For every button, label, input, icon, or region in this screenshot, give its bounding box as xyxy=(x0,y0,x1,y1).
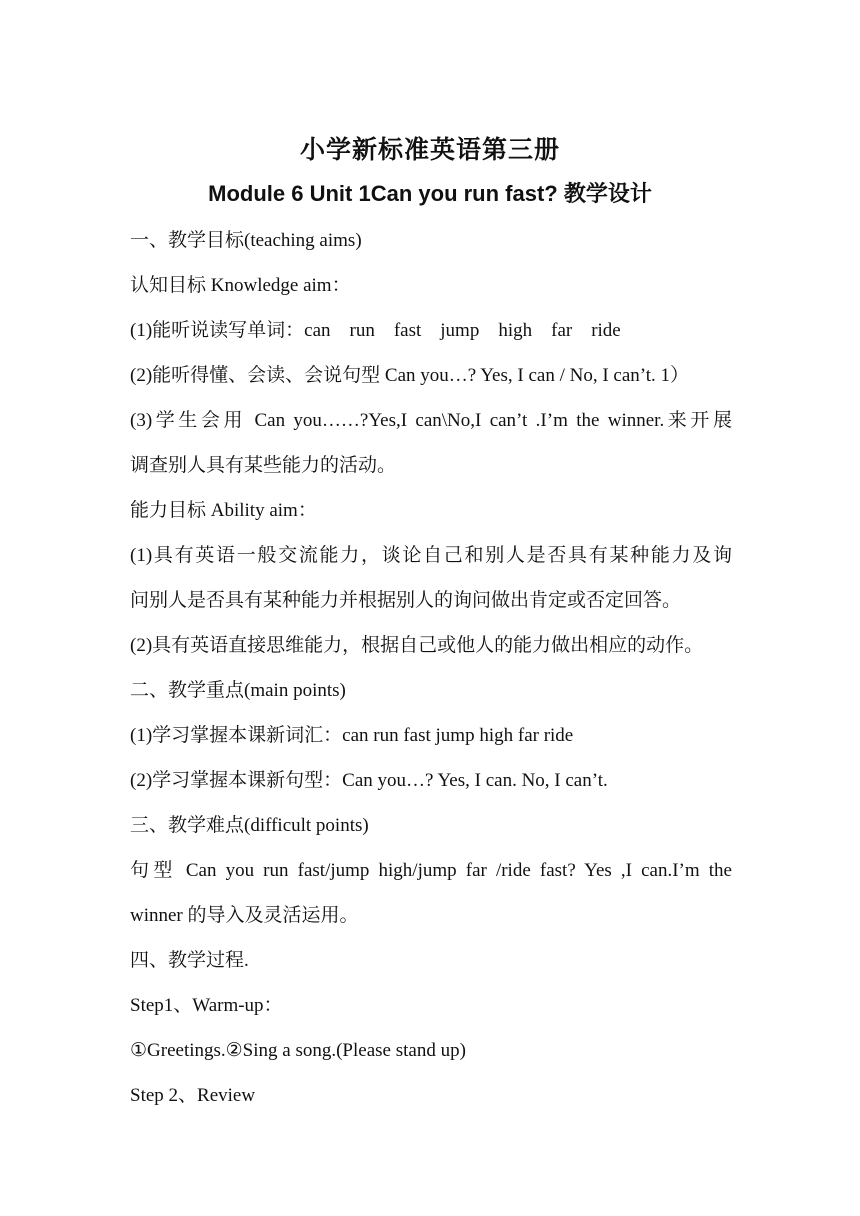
step-2-heading: Step 2、Review xyxy=(130,1085,256,1106)
knowledge-aim-item-1: (1)能听说读写单词：can run fast jump high far ride xyxy=(130,320,621,341)
step-1-heading: Step1、Warm-up： xyxy=(130,995,283,1016)
section-heading-aims: 一、教学目标(teaching aims) xyxy=(130,230,362,251)
knowledge-aim-heading: 认知目标 Knowledge aim： xyxy=(130,275,351,296)
step-1-content: ①Greetings.②Sing a song.(Please stand up) xyxy=(130,1040,466,1061)
ability-aim-item-2: (2)具有英语直接思维能力，根据自己或他人的能力做出相应的动作。 xyxy=(130,635,704,656)
main-point-item-1: (1)学习掌握本课新词汇：can run fast jump high far ride xyxy=(130,725,574,746)
ability-aim-heading: 能力目标 Ability aim： xyxy=(130,500,317,521)
section-heading-main-points: 二、教学重点(main points) xyxy=(130,680,346,701)
knowledge-aim-item-3: (3)学生会用 Can you……?Yes,I can\No,I can’t .I’m the winner.来开展 xyxy=(130,410,732,431)
knowledge-aim-item-2: (2)能听得懂、会读、会说句型 Can you…? Yes, I can / No, I can’t. 1） xyxy=(130,365,690,386)
section-heading-difficult-points: 三、教学难点(difficult points) xyxy=(130,815,369,836)
ability-aim-item-1: (1)具有英语一般交流能力，谈论自己和别人是否具有某种能力及询 xyxy=(130,545,732,566)
ability-aim-item-1-cont: 问别人是否具有某种能力并根据别人的询问做出肯定或否定回答。 xyxy=(130,590,682,611)
difficult-point-item: 句型 Can you run fast/jump high/jump far /ride fast? Yes ,I can.I’m the xyxy=(130,860,732,881)
document-title: 小学新标准英语第三册 xyxy=(299,135,560,164)
document-subtitle: Module 6 Unit 1Can you run fast? 教学设计 xyxy=(208,181,652,206)
main-point-item-2: (2)学习掌握本课新句型：Can you…? Yes, I can. No, I can’t. xyxy=(130,770,608,791)
knowledge-aim-item-3-cont: 调查别人具有某些能力的活动。 xyxy=(130,455,397,476)
difficult-point-item-cont: winner 的导入及灵活运用。 xyxy=(130,905,359,926)
section-heading-process: 四、教学过程. xyxy=(130,950,249,971)
